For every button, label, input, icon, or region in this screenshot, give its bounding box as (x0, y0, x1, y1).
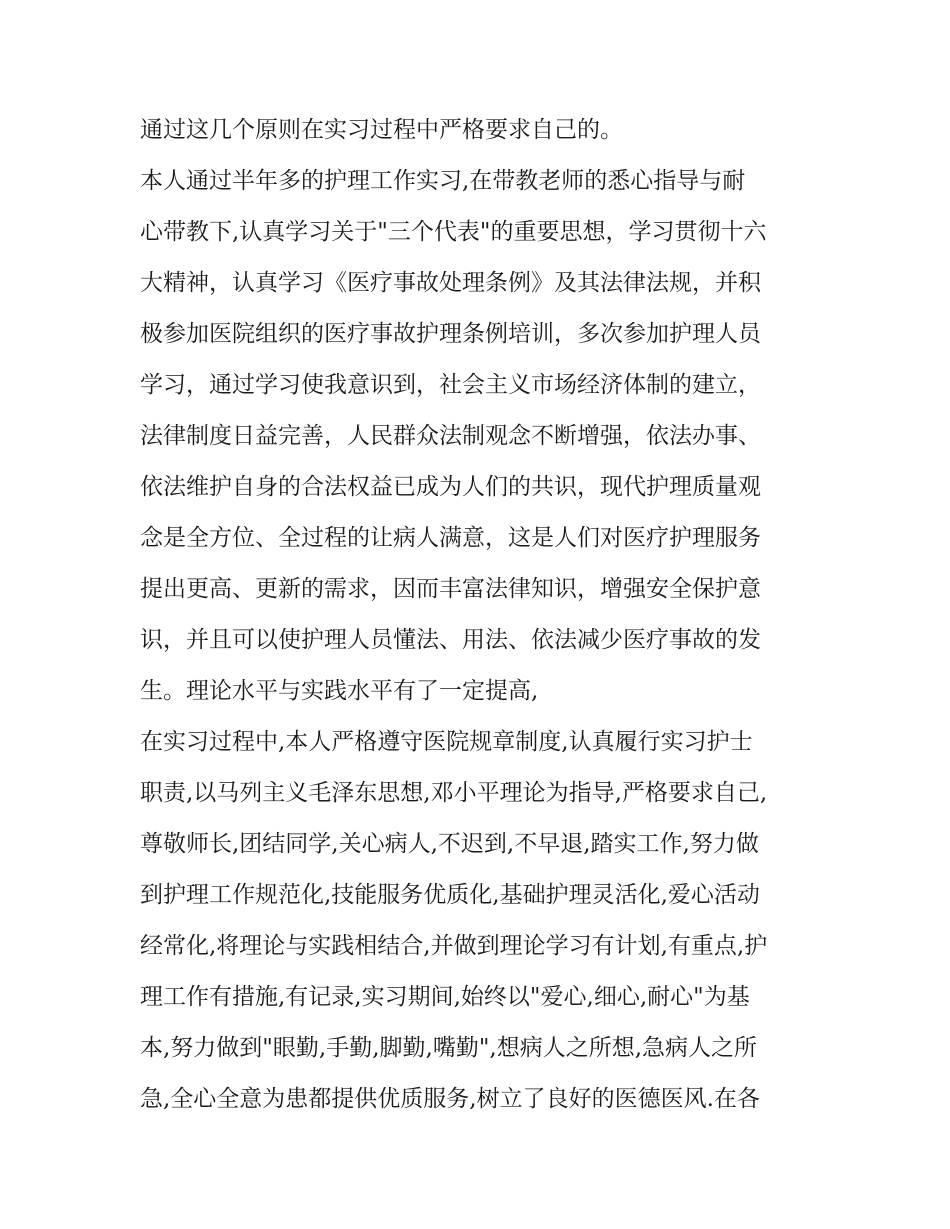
text-line: 本人通过半年多的护理工作实习,在带教老师的悉心指导与耐 (140, 168, 746, 194)
text-line: 到护理工作规范化,技能服务优质化,基础护理灵活化,爱心活动 (140, 882, 760, 908)
text-line: 职责,以马列主义毛泽东思想,邓小平理论为指导,严格要求自己, (140, 780, 768, 806)
body-text (140, 105, 820, 1125)
text-line: 学习，通过学习使我意识到，社会主义市场经济体制的建立， (140, 372, 761, 398)
text-line: 极参加医院组织的医疗事故护理条例培训，多次参加护理人员 (140, 321, 761, 347)
text-line: 急,全心全意为患都提供优质服务,树立了良好的医德医风.在各 (140, 1086, 760, 1112)
text-line: 理工作有措施,有记录,实习期间,始终以"爱心,细心,耐心"为基 (140, 984, 750, 1010)
text-line: 在实习过程中,本人严格遵守医院规章制度,认真履行实习护士 (140, 729, 753, 755)
text-line: 经常化,将理论与实践相结合,并做到理论学习有计划,有重点,护 (140, 933, 768, 959)
text-line: 大精神，认真学习《医疗事故处理条例》及其法律法规，并积 (140, 270, 761, 296)
text-line: 识，并且可以使护理人员懂法、用法、依法减少医疗事故的发 (140, 627, 761, 653)
text-line: 依法维护自身的合法权益已成为人们的共识，现代护理质量观 (140, 474, 761, 500)
text-line: 尊敬师长,团结同学,关心病人,不迟到,不早退,踏实工作,努力做 (140, 831, 759, 857)
text-line: 通过这几个原则在实习过程中严格要求自己的。 (140, 117, 623, 143)
text-line: 提出更高、更新的需求，因而丰富法律知识，增强安全保护意 (140, 576, 761, 602)
text-line: 法律制度日益完善，人民群众法制观念不断增强，依法办事、 (140, 423, 761, 449)
text-line: 念是全方位、全过程的让病人满意，这是人们对医疗护理服务 (140, 525, 761, 551)
text-line: 心带教下,认真学习关于"三个代表"的重要思想，学习贯彻十六 (140, 219, 767, 245)
text-line: 生。理论水平与实践水平有了一定提高, (140, 678, 539, 704)
text-line: 本,努力做到"眼勤,手勤,脚勤,嘴勤",想病人之所想,急病人之所 (140, 1035, 758, 1061)
